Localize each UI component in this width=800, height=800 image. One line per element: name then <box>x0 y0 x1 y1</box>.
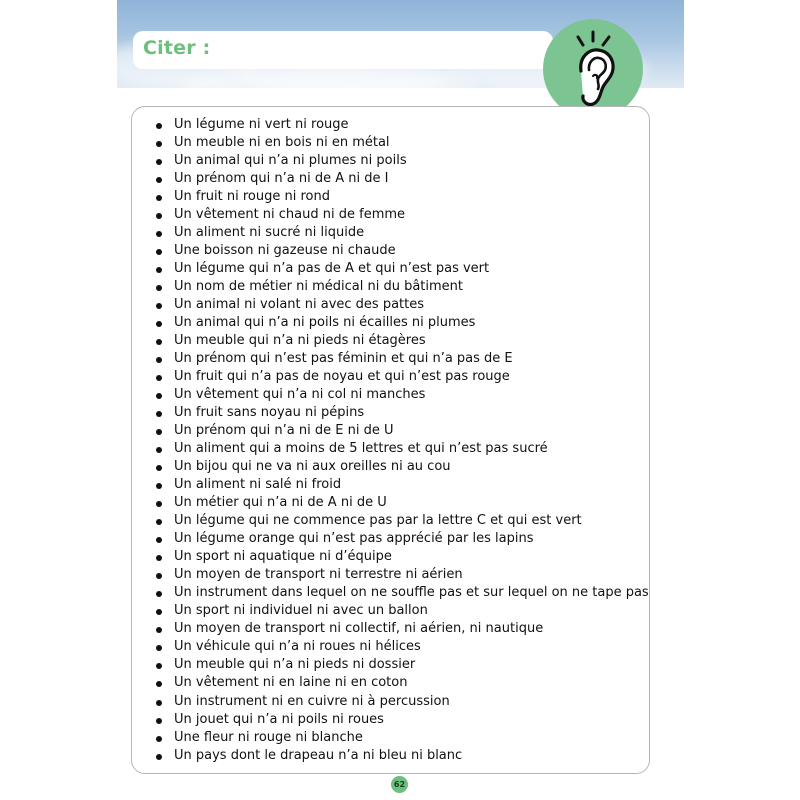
list-item-text: Un sport ni individuel ni avec un ballon <box>174 603 428 619</box>
bullet-icon <box>156 627 162 633</box>
list-item-text: Un fruit sans noyau ni pépins <box>174 405 365 421</box>
bullet-icon <box>156 411 162 417</box>
list-item <box>155 693 649 711</box>
list-item-text: Un instrument dans lequel on ne souffle pas et sur lequel on ne tape pas <box>174 585 649 601</box>
bullet-icon <box>156 591 162 597</box>
list-item-text: Un métier qui n’a ni de A ni de U <box>174 495 387 511</box>
list-item <box>155 224 649 242</box>
bullet-icon <box>156 429 162 435</box>
bullet-icon <box>156 718 162 724</box>
list-item-text: Un véhicule qui n’a ni roues ni hélices <box>174 639 421 655</box>
bullet-icon <box>156 681 162 687</box>
bullet-icon <box>156 123 162 129</box>
bullet-icon <box>156 375 162 381</box>
list-item-text: Un fruit ni rouge ni rond <box>174 189 330 205</box>
bullet-icon <box>156 519 162 525</box>
bullet-icon <box>156 267 162 273</box>
list-item <box>155 584 649 602</box>
list-item <box>155 242 649 260</box>
bullet-icon <box>156 303 162 309</box>
list-item-text: Un prénom qui n’a ni de E ni de U <box>174 423 394 439</box>
page <box>117 0 684 800</box>
bullet-icon <box>156 736 162 742</box>
list-item <box>155 116 649 134</box>
bullet-icon <box>156 357 162 363</box>
bullet-icon <box>156 213 162 219</box>
list-item-text: Un aliment ni sucré ni liquide <box>174 225 365 241</box>
list-item-text: Un légume qui ne commence pas par la lettre C et qui est vert <box>174 513 582 529</box>
list-item-text: Un légume orange qui n’est pas apprécié par les lapins <box>174 531 534 547</box>
bullet-icon <box>156 609 162 615</box>
list-item <box>155 350 649 368</box>
list-item-text: Un jouet qui n’a ni poils ni roues <box>174 711 384 727</box>
list-item-text: Un vêtement qui n’a ni col ni manches <box>174 387 426 403</box>
list-item-text: Un bijou qui ne va ni aux oreilles ni au cou <box>174 459 451 475</box>
ear-badge <box>543 19 643 119</box>
bullet-icon <box>156 141 162 147</box>
list-item <box>155 458 649 476</box>
list-item <box>155 170 649 188</box>
list-item <box>155 278 649 296</box>
list-item <box>155 602 649 620</box>
list-item-text: Un pays dont le drapeau n’a ni bleu ni blanc <box>174 747 463 763</box>
item-list <box>155 116 649 765</box>
list-item <box>155 332 649 350</box>
list-item <box>155 134 649 152</box>
list-item-text: Un vêtement ni en laine ni en coton <box>174 675 408 691</box>
list-item <box>155 494 649 512</box>
list-item <box>155 422 649 440</box>
bullet-icon <box>156 573 162 579</box>
list-item <box>155 729 649 747</box>
list-item <box>155 476 649 494</box>
list-item-text: Un meuble ni en bois ni en métal <box>174 135 390 151</box>
list-item-text: Un animal qui n’a ni poils ni écailles ni plumes <box>174 315 476 331</box>
bullet-icon <box>156 177 162 183</box>
list-item-text: Un animal ni volant ni avec des pattes <box>174 297 425 313</box>
list-item-text: Un fruit qui n’a pas de noyau et qui n’est pas rouge <box>174 369 510 385</box>
list-item <box>155 620 649 638</box>
list-item-text: Un sport ni aquatique ni d’équipe <box>174 549 392 565</box>
list-item <box>155 368 649 386</box>
list-item-text: Un nom de métier ni médical ni du bâtiment <box>174 279 464 295</box>
bullet-icon <box>156 700 162 706</box>
bullet-icon <box>156 159 162 165</box>
list-item <box>155 548 649 566</box>
list-item-text: Un meuble qui n’a ni pieds ni dossier <box>174 657 416 673</box>
bullet-icon <box>156 754 162 760</box>
bullet-icon <box>156 321 162 327</box>
list-item-text: Un moyen de transport ni terrestre ni aérien <box>174 567 463 583</box>
list-item-text: Un moyen de transport ni collectif, ni aérien, ni nautique <box>174 621 544 637</box>
list-item <box>155 566 649 584</box>
list-item-text: Une boisson ni gazeuse ni chaude <box>174 243 396 259</box>
bullet-icon <box>156 483 162 489</box>
bullet-icon <box>156 537 162 543</box>
list-item-text: Un aliment qui a moins de 5 lettres et qui n’est pas sucré <box>174 441 548 457</box>
list-item <box>155 674 649 692</box>
page-title: Citer : <box>143 37 211 59</box>
list-item <box>155 530 649 548</box>
bullet-icon <box>156 339 162 345</box>
bullet-icon <box>156 231 162 237</box>
list-item <box>155 638 649 656</box>
list-item-text: Un prénom qui n’est pas féminin et qui n’a pas de E <box>174 351 513 367</box>
list-item <box>155 188 649 206</box>
list-item <box>155 404 649 422</box>
list-item <box>155 206 649 224</box>
bullet-icon <box>156 285 162 291</box>
bullet-icon <box>156 393 162 399</box>
list-item <box>155 386 649 404</box>
bullet-icon <box>156 465 162 471</box>
list-item-text: Un instrument ni en cuivre ni à percussion <box>174 693 450 709</box>
list-item <box>155 512 649 530</box>
bullet-icon <box>156 447 162 453</box>
list-item-text: Un vêtement ni chaud ni de femme <box>174 207 406 223</box>
bullet-icon <box>156 645 162 651</box>
list-item-text: Un aliment ni salé ni froid <box>174 477 342 493</box>
bullet-icon <box>156 555 162 561</box>
list-item <box>155 260 649 278</box>
list-item <box>155 440 649 458</box>
list-item <box>155 296 649 314</box>
ear-icon <box>543 19 643 119</box>
page-number: 62 <box>391 776 408 793</box>
list-item-text: Un animal qui n’a ni plumes ni poils <box>174 153 407 169</box>
list-item <box>155 711 649 729</box>
list-item <box>155 747 649 765</box>
list-item <box>155 152 649 170</box>
bullet-icon <box>156 501 162 507</box>
bullet-icon <box>156 663 162 669</box>
list-box <box>131 106 650 774</box>
bullet-icon <box>156 195 162 201</box>
title-box <box>133 31 553 69</box>
list-item-text: Un légume qui n’a pas de A et qui n’est pas vert <box>174 261 490 277</box>
list-item-text: Un légume ni vert ni rouge <box>174 117 349 132</box>
list-item-text: Un prénom qui n’a ni de A ni de I <box>174 171 389 187</box>
list-item-text: Un meuble qui n’a ni pieds ni étagères <box>174 333 426 349</box>
list-item <box>155 314 649 332</box>
list-item-text: Une fleur ni rouge ni blanche <box>174 729 363 745</box>
bullet-icon <box>156 249 162 255</box>
list-item <box>155 656 649 674</box>
